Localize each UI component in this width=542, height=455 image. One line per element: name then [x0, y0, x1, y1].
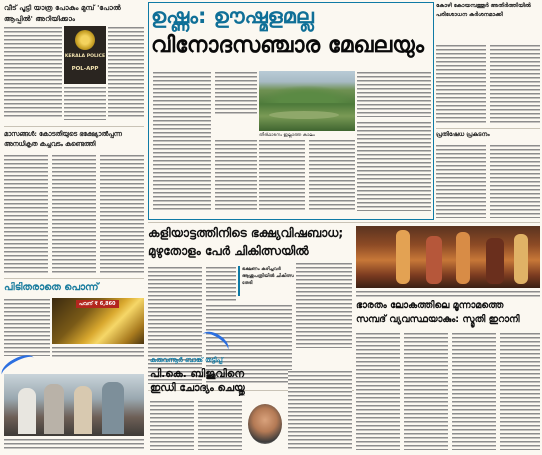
main-headline-line2: വിനോദസഞ്ചാര മേഖലയും [151, 33, 424, 58]
divider [4, 126, 144, 127]
left-top-text [4, 26, 62, 118]
right-lower-headline-line2: സമ്പദ് വ്യവസ്ഥയാകും: സ്മൃതി ഇറാനി [356, 314, 520, 325]
main-text-col5 [259, 139, 305, 211]
right-top-headline: കോഴി കോയമ്പത്തൂർ അതിർത്തിയിൽ പരിശോധന കർശനമാക്കി [436, 3, 531, 18]
center-text-4 [296, 262, 352, 348]
main-text-col3 [357, 71, 431, 117]
right-lower-text-4 [500, 332, 540, 450]
divider [148, 222, 540, 223]
kerala-police-label: KERALA POLICE [64, 54, 106, 59]
center-headline-line1: കളിയാട്ടത്തിനിടെ ഭക്ഷ്യവിഷബാധ; [148, 226, 344, 240]
hill-landscape-photo [259, 71, 355, 131]
left-story2-col3 [100, 154, 144, 274]
right-lower-text-2 [404, 332, 448, 450]
main-headline-line1: ഉഷ്ണം: ഊഷ്മളമല്ല [151, 4, 314, 28]
gold-story-text-2 [52, 346, 144, 358]
right-lower-story [356, 300, 540, 452]
bottom-left-photo [4, 374, 144, 436]
pol-app-label: POL-APP [71, 66, 99, 72]
left-top-text-3 [64, 86, 106, 120]
center-text-2 [206, 266, 236, 302]
festival-photo-caption [356, 290, 540, 298]
right-text-1 [436, 44, 486, 124]
divider [4, 278, 144, 279]
gold-headline: പിടിതരാതെ പൊന്ന് [4, 282, 99, 293]
bottom-text-2 [198, 400, 242, 450]
bottom-headline-line1: പി.കെ. ബിജുവിനെ [150, 368, 245, 380]
right-text-4 [490, 144, 540, 218]
left-story2-headline: മാസങ്ങൾ: കോടതിയുടെ ഭക്ഷ്യോൽപ്പന്ന അനധികൃത കച്ചവടം കണ്ടെത്തി [4, 131, 122, 148]
right-lower-headline-line1: ഭാരതം ലോകത്തിലെ മൂന്നാമത്തെ [356, 300, 504, 311]
right-lower-text-3 [452, 332, 496, 450]
photo-caption: തീര്ഥാടനം ഇല്ലാത്ത കാലം [259, 133, 315, 138]
bottom-text-3 [288, 370, 352, 450]
main-text-col6 [309, 139, 355, 211]
gold-price-badge: പവന് ₹ 6,860 [76, 300, 119, 308]
center-pullquote: ഭക്ഷണം കഴിച്ചവർ ആശുപത്രിയിൽ ചികിത്സ തേടി [238, 266, 296, 296]
left-story2-col1 [4, 154, 48, 274]
festival-crowd-photo [356, 226, 540, 288]
portrait-photo [248, 404, 282, 444]
main-text-col2 [215, 71, 257, 115]
right-text-2 [490, 44, 540, 124]
bottom-text-1 [150, 400, 194, 450]
left-column [4, 2, 144, 452]
gold-story-text [4, 298, 50, 356]
police-emblem-icon [75, 30, 95, 50]
divider [436, 128, 540, 129]
left-top-headline: വീട് പൂട്ടി യാത്ര പോകും മുമ്പ് 'പോൽ ആപ്പിൽ' അറിയിക്കാം [4, 3, 121, 23]
left-top-text-2 [108, 26, 144, 118]
main-text-col1 [153, 71, 211, 211]
bottom-headline-line2: ഇഡി ചോദ്യം ചെയ്തു [150, 382, 245, 394]
right-text-3 [436, 144, 486, 218]
right-mid-headline: പ്രതിഷേധ പ്രകടനം [436, 131, 490, 138]
main-story [148, 2, 434, 220]
center-headline-line2: മുഴുതോളം പേർ ചികിത്സയിൽ [148, 244, 309, 258]
bottom-kicker: കരുവന്നൂർ ബാങ്ക് തട്ടിപ്പ് [150, 356, 223, 364]
gold-bars-photo [52, 298, 144, 344]
main-text-col7 [357, 121, 431, 211]
main-text-col4 [215, 139, 257, 211]
right-column [436, 2, 540, 218]
bottom-left-caption [4, 438, 144, 450]
left-story2-col2 [52, 154, 96, 274]
bottom-center-story [148, 356, 354, 452]
right-lower-text-1 [356, 332, 400, 450]
pol-app-logo [64, 26, 106, 84]
